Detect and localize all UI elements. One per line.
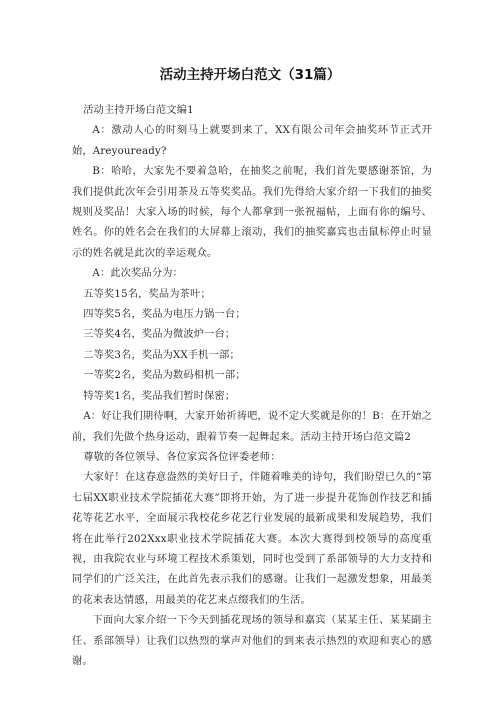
paragraph: 特等奖1名，奖品我们暂时保密；: [83, 390, 236, 402]
paragraph: 尊敬的各位领导、各位家宾各位评委老师：: [83, 451, 281, 463]
paragraph: A：好让我们期待啊，大家开始祈祷吧，说不定大奖就是你的！B：在开始之前，我们先做个热身运动，跟着节奏一起舞起来。活动主持开场白范文篇2: [72, 411, 432, 443]
paragraph: 四等奖5名，奖品为电压力锅一台；: [83, 309, 246, 321]
paragraph: 二等奖3名，奖品为XX手机一部；: [83, 349, 240, 361]
paragraph: 大家好！在这春意盎然的美好日子，伴随着唯美的诗句，我们盼望已久的“第七届XX职业技术学院插花大赛”即将开始，为了进一步提升花饰创作技艺和插花等花艺水平，全面展示我校花乡花艺行业发展的最新成果和发展趋势，我们将在此举行202Xxx职业技术学院插花大赛。本次大赛得到校领导的高度重视，由我院农业与环境工程技术系策划，同时也受到了系部领导的大力支持和同学们的广泛关注，在此首先表示我们的感谢。让我们一起激发想象，用最美的花来表达情感，用最美的花艺来点缀我们的生活。: [72, 472, 432, 606]
paragraph: A：此次奖品分为：: [92, 268, 184, 280]
document-title: 活动主持开场白范文（31篇）: [159, 67, 341, 83]
paragraph: 活动主持开场白范文编1: [83, 105, 194, 116]
document-body: [72, 101, 432, 672]
paragraph: 三等奖4名，奖品为微波炉一台；: [83, 329, 236, 341]
paragraph: 一等奖2名，奖品为数码相机一部；: [83, 370, 246, 382]
paragraph: B：哈哈，大家先不要着急哈，在抽奖之前呢，我们首先要感谢茶馆，为我们提供此次年会引用茶及五等奖奖品。我们先得给大家介绍一下我们的抽奖规则及奖品！大家入场的时候，每个人都拿到一张祝福帖，上面有你的编号、姓名。你的姓名会在我们的大屏幕上滚动，我们的抽奖嘉宾也击鼠标停止时显示的姓名就是此次的幸运观众。: [72, 166, 432, 259]
paragraph: A：激动人心的时刻马上就要到来了，XX有限公司年会抽奖环节正式开始，Areyouready?: [72, 125, 432, 157]
paragraph: 五等奖15名，奖品为茶叶；: [83, 288, 211, 300]
paragraph: 下面向大家介绍一下今天到插花现场的领导和嘉宾（某某主任、某某副主任、系部领导）让我们以热烈的掌声对他们的到来表示热烈的欢迎和衷心的感谢。: [72, 615, 432, 667]
